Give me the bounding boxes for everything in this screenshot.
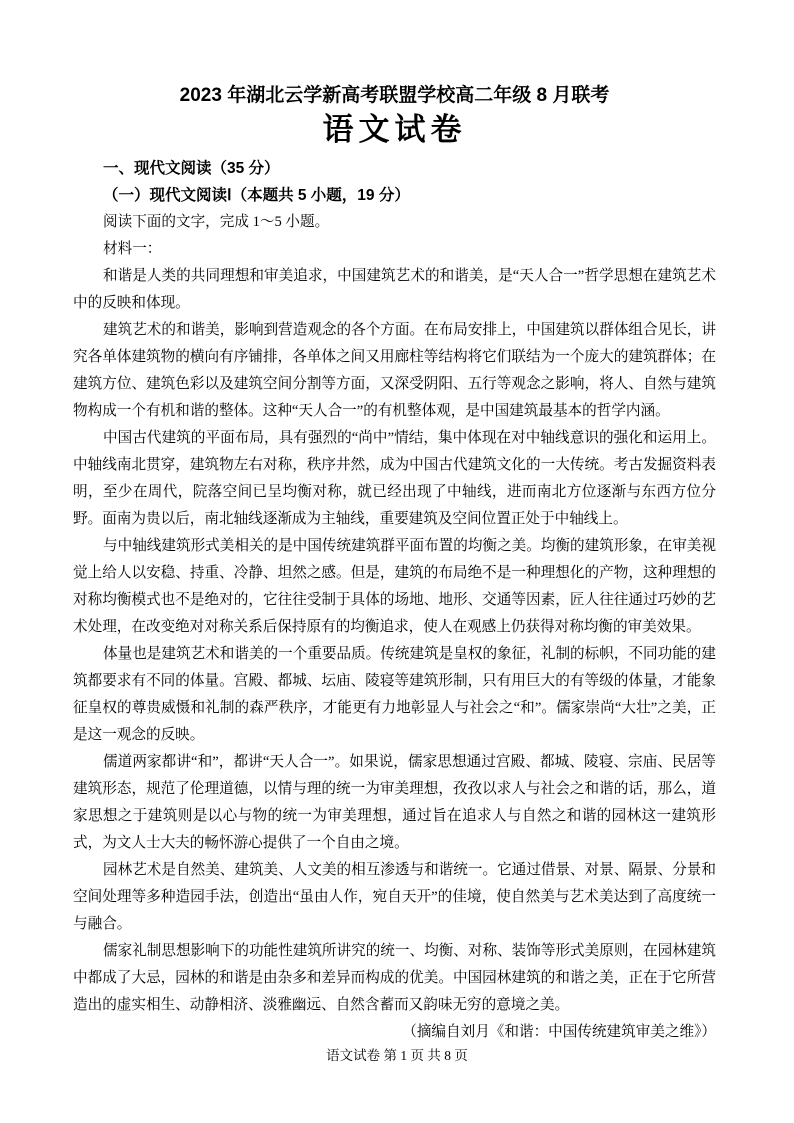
material-paragraph: 与中轴线建筑形式美相关的是中国传统建筑群平面布置的均衡之美。均衡的建筑形象，在审美视觉上给人以安稳、持重、冷静、坦然之感。但是，建筑的布局绝不是一种理想化的产物，这种理想的对称均衡模式也不是绝对的，它往往受制于具体的场地、地形、交通等因素，匠人往往通过巧妙的艺术处理，在改变绝对对称关系后保持原有的均衡追求，使人在观感上仍获得对称均衡的审美效果。 [73,538,716,635]
material-paragraph: 和谐是人类的共同理想和审美追求，中国建筑艺术的和谐美，是“天人合一”哲学思想在建筑艺术中的反映和体现。 [73,268,716,311]
exam-subject-title: 语文试卷 [322,112,467,147]
material-paragraph: 儒家礼制思想影响下的功能性建筑所讲究的统一、均衡、对称、装饰等形式美原则，在园林建筑中都成了大忌，园林的和谐是由杂多和差异而构成的优美。中国园林建筑的和谐之美，正在于它所营造出的虚实相生、动静相济、淡雅幽远、自然含蓄而又韵味无穷的意境之美。 [73,943,716,1013]
page-footer-pagination: 语文试卷 第 1 页 共 8 页 [326,1048,468,1063]
subsection-heading-reading-1: （一）现代文阅读Ⅰ（本题共 5 小题，19 分） [103,187,410,204]
material-paragraph: 建筑艺术的和谐美，影响到营造观念的各个方面。在布局安排上，中国建筑以群体组合见长，讲究各单体建筑物的横向有序铺排，各单体之间又用廊柱等结构将它们联结为一个庞大的建筑群体；在建筑方位、建筑色彩以及建筑空间分割等方面，又深受阴阳、五行等观念之影响，将人、自然与建筑物构成一个有机和谐的整体。这种“天人合一”的有机整体观，是中国建筑最基本的哲学内涵。 [73,322,716,419]
reading-instruction: 阅读下面的文字，完成 1～5 小题。 [103,214,330,230]
material-paragraph: 儒道两家都讲“和”，都讲“天人合一”。如果说，儒家思想通过宫殿、都城、陵寝、宗庙、民居等建筑形态，规范了伦理道德，以情与理的统一为审美理想，孜孜以求人与社会之和谐的话，那么，道家思想之于建筑则是以心与物的统一为审美理想，通过旨在追求人与自然之和谐的园林这一建筑形式，为文人士大夫的畅怀游心提供了一个自由之境。 [73,754,716,851]
material-paragraph: 中国古代建筑的平面布局，具有强烈的“尚中”情结，集中体现在对中轴线意识的强化和运用上。中轴线南北贯穿，建筑物左右对称，秩序井然，成为中国古代建筑文化的一大传统。考古发掘资料表明，至少在周代，院落空间已呈均衡对称，就已经出现了中轴线，进而南北方位逐渐与东西方位分野。面南为贵以后，南北轴线逐渐成为主轴线，重要建筑及空间位置正处于中轴线上。 [73,430,716,527]
material-source-attribution: （摘编自刘月《和谐：中国传统建筑审美之维》） [402,1024,716,1040]
exam-header-title: 2023 年湖北云学新高考联盟学校高二年级 8 月联考 [179,85,610,106]
material-paragraph: 园林艺术是自然美、建筑美、人文美的相互渗透与和谐统一。它通过借景、对景、隔景、分景和空间处理等多种造园手法，创造出“虽由人作，宛自天开”的佳境，使自然美与艺术美达到了高度统一与融合。 [73,862,716,932]
section-heading-modern-reading: 一、现代文阅读（35 分） [103,160,280,177]
page-content [73,0,716,1046]
material-paragraph: 体量也是建筑艺术和谐美的一个重要品质。传统建筑是皇权的象征，礼制的标帜，不同功能的建筑都要求有不同的体量。宫殿、都城、坛庙、陵寝等建筑形制，只有用巨大的有等级的体量，才能象征皇权的尊贵威慑和礼制的森严秩序，才能更有力地彰显人与社会之“和”。儒家崇尚“大壮”之美，正是这一观念的反映。 [73,646,716,743]
material-one-label: 材料一： [103,241,162,257]
